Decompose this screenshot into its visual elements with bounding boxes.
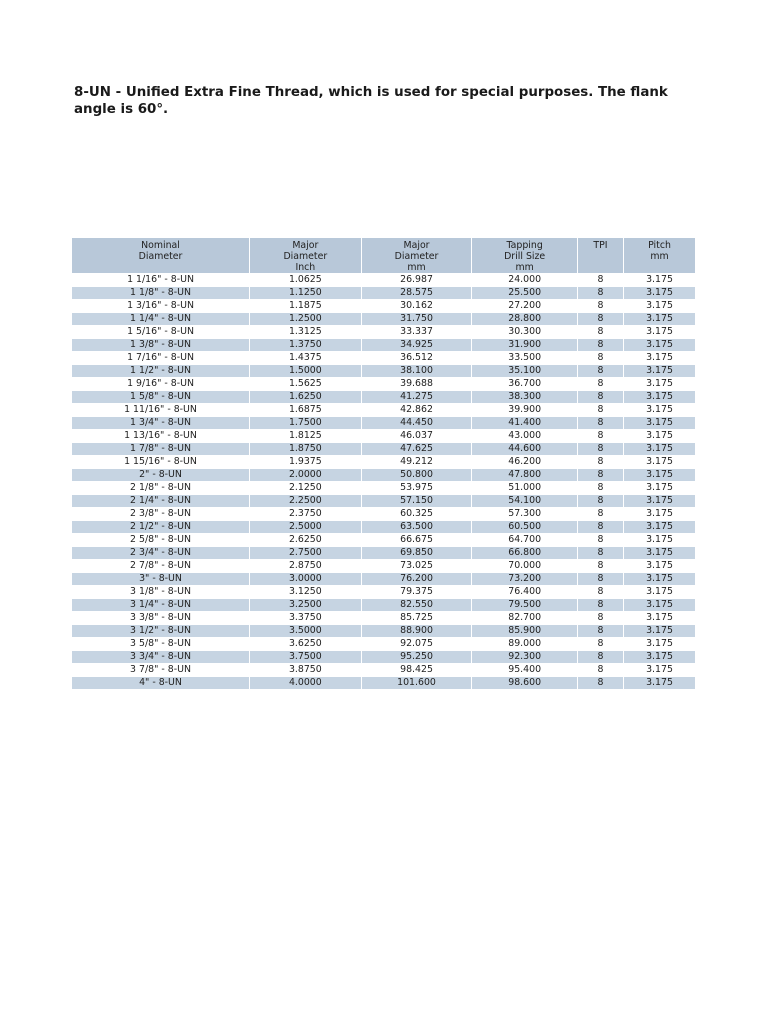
cell-major-diameter-inch: 1.6250 bbox=[250, 391, 362, 403]
cell-tapping-drill-size: 47.800 bbox=[472, 469, 578, 481]
cell-tapping-drill-size: 30.300 bbox=[472, 326, 578, 338]
cell-tapping-drill-size: 31.900 bbox=[472, 339, 578, 351]
cell-major-diameter-inch: 2.2500 bbox=[250, 495, 362, 507]
cell-pitch-mm: 3.175 bbox=[624, 404, 695, 416]
cell-pitch-mm: 3.175 bbox=[624, 456, 695, 468]
cell-major-diameter-inch: 1.3125 bbox=[250, 326, 362, 338]
table-row bbox=[72, 274, 695, 286]
table-row bbox=[72, 456, 695, 468]
cell-nominal-diameter: 2 7/8" - 8-UN bbox=[72, 560, 250, 572]
header-label: Pitch bbox=[648, 240, 671, 251]
cell-nominal-diameter: 3 1/4" - 8-UN bbox=[72, 599, 250, 611]
header-label: Diameter bbox=[283, 251, 328, 262]
cell-tapping-drill-size: 35.100 bbox=[472, 365, 578, 377]
cell-tapping-drill-size: 76.400 bbox=[472, 586, 578, 598]
table-row bbox=[72, 664, 695, 676]
cell-pitch-mm: 3.175 bbox=[624, 586, 695, 598]
cell-major-diameter-inch: 3.5000 bbox=[250, 625, 362, 637]
cell-tpi: 8 bbox=[578, 547, 624, 559]
cell-tpi: 8 bbox=[578, 651, 624, 663]
cell-pitch-mm: 3.175 bbox=[624, 287, 695, 299]
cell-major-diameter-inch: 3.8750 bbox=[250, 664, 362, 676]
cell-major-diameter-mm: 98.425 bbox=[362, 664, 473, 676]
cell-tpi: 8 bbox=[578, 430, 624, 442]
cell-major-diameter-inch: 2.0000 bbox=[250, 469, 362, 481]
cell-nominal-diameter: 1 5/8" - 8-UN bbox=[72, 391, 250, 403]
cell-major-diameter-inch: 3.2500 bbox=[250, 599, 362, 611]
cell-tpi: 8 bbox=[578, 573, 624, 585]
cell-nominal-diameter: 3 7/8" - 8-UN bbox=[72, 664, 250, 676]
cell-major-diameter-mm: 30.162 bbox=[362, 300, 473, 312]
table-row bbox=[72, 521, 695, 533]
cell-nominal-diameter: 3 3/4" - 8-UN bbox=[72, 651, 250, 663]
header-major-diameter-mm bbox=[362, 238, 473, 273]
cell-nominal-diameter: 3" - 8-UN bbox=[72, 573, 250, 585]
cell-tpi: 8 bbox=[578, 339, 624, 351]
header-label: TPI bbox=[593, 240, 608, 251]
cell-major-diameter-inch: 3.6250 bbox=[250, 638, 362, 650]
cell-tapping-drill-size: 51.000 bbox=[472, 482, 578, 494]
cell-tapping-drill-size: 64.700 bbox=[472, 534, 578, 546]
cell-major-diameter-inch: 2.6250 bbox=[250, 534, 362, 546]
cell-tpi: 8 bbox=[578, 326, 624, 338]
cell-tpi: 8 bbox=[578, 586, 624, 598]
cell-tapping-drill-size: 82.700 bbox=[472, 612, 578, 624]
cell-tapping-drill-size: 27.200 bbox=[472, 300, 578, 312]
cell-tpi: 8 bbox=[578, 677, 624, 689]
cell-pitch-mm: 3.175 bbox=[624, 612, 695, 624]
cell-pitch-mm: 3.175 bbox=[624, 651, 695, 663]
cell-major-diameter-inch: 1.5000 bbox=[250, 365, 362, 377]
cell-nominal-diameter: 3 1/2" - 8-UN bbox=[72, 625, 250, 637]
cell-tapping-drill-size: 70.000 bbox=[472, 560, 578, 572]
cell-tpi: 8 bbox=[578, 378, 624, 390]
table-row bbox=[72, 677, 695, 689]
cell-major-diameter-mm: 60.325 bbox=[362, 508, 473, 520]
cell-major-diameter-inch: 4.0000 bbox=[250, 677, 362, 689]
cell-pitch-mm: 3.175 bbox=[624, 443, 695, 455]
cell-pitch-mm: 3.175 bbox=[624, 430, 695, 442]
cell-pitch-mm: 3.175 bbox=[624, 625, 695, 637]
cell-nominal-diameter: 1 11/16" - 8-UN bbox=[72, 404, 250, 416]
cell-tpi: 8 bbox=[578, 287, 624, 299]
header-tapping-drill-size bbox=[472, 238, 578, 273]
cell-major-diameter-inch: 1.1250 bbox=[250, 287, 362, 299]
cell-tpi: 8 bbox=[578, 404, 624, 416]
cell-major-diameter-inch: 2.1250 bbox=[250, 482, 362, 494]
table-row bbox=[72, 625, 695, 637]
cell-pitch-mm: 3.175 bbox=[624, 313, 695, 325]
header-tpi bbox=[578, 238, 624, 273]
table-row bbox=[72, 534, 695, 546]
header-label: Tapping bbox=[506, 240, 543, 251]
cell-major-diameter-inch: 2.7500 bbox=[250, 547, 362, 559]
cell-tapping-drill-size: 39.900 bbox=[472, 404, 578, 416]
cell-nominal-diameter: 1 5/16" - 8-UN bbox=[72, 326, 250, 338]
cell-major-diameter-mm: 101.600 bbox=[362, 677, 473, 689]
cell-major-diameter-mm: 28.575 bbox=[362, 287, 473, 299]
cell-major-diameter-mm: 41.275 bbox=[362, 391, 473, 403]
table-body bbox=[72, 274, 695, 689]
cell-tpi: 8 bbox=[578, 274, 624, 286]
header-label: Inch bbox=[295, 262, 316, 273]
cell-major-diameter-inch: 1.5625 bbox=[250, 378, 362, 390]
cell-major-diameter-mm: 38.100 bbox=[362, 365, 473, 377]
cell-nominal-diameter: 2 1/2" - 8-UN bbox=[72, 521, 250, 533]
cell-pitch-mm: 3.175 bbox=[624, 547, 695, 559]
cell-tapping-drill-size: 25.500 bbox=[472, 287, 578, 299]
table-row bbox=[72, 352, 695, 364]
cell-major-diameter-mm: 63.500 bbox=[362, 521, 473, 533]
cell-major-diameter-mm: 39.688 bbox=[362, 378, 473, 390]
cell-major-diameter-mm: 57.150 bbox=[362, 495, 473, 507]
header-label: Drill Size bbox=[504, 251, 546, 262]
header-label: Diameter bbox=[138, 251, 183, 262]
table-row bbox=[72, 326, 695, 338]
cell-major-diameter-inch: 3.1250 bbox=[250, 586, 362, 598]
table-row bbox=[72, 508, 695, 520]
table-row bbox=[72, 391, 695, 403]
cell-pitch-mm: 3.175 bbox=[624, 560, 695, 572]
cell-pitch-mm: 3.175 bbox=[624, 391, 695, 403]
cell-tapping-drill-size: 46.200 bbox=[472, 456, 578, 468]
header-pitch-mm bbox=[624, 238, 695, 273]
table-row bbox=[72, 404, 695, 416]
cell-tpi: 8 bbox=[578, 456, 624, 468]
table-row bbox=[72, 482, 695, 494]
cell-nominal-diameter: 1 3/16" - 8-UN bbox=[72, 300, 250, 312]
cell-major-diameter-inch: 1.6875 bbox=[250, 404, 362, 416]
cell-pitch-mm: 3.175 bbox=[624, 469, 695, 481]
cell-pitch-mm: 3.175 bbox=[624, 482, 695, 494]
cell-major-diameter-inch: 2.3750 bbox=[250, 508, 362, 520]
thread-size-table bbox=[72, 237, 695, 690]
cell-major-diameter-mm: 73.025 bbox=[362, 560, 473, 572]
cell-tapping-drill-size: 41.400 bbox=[472, 417, 578, 429]
cell-nominal-diameter: 1 9/16" - 8-UN bbox=[72, 378, 250, 390]
table-row bbox=[72, 443, 695, 455]
cell-major-diameter-inch: 1.8750 bbox=[250, 443, 362, 455]
cell-tpi: 8 bbox=[578, 300, 624, 312]
cell-major-diameter-mm: 92.075 bbox=[362, 638, 473, 650]
cell-tpi: 8 bbox=[578, 508, 624, 520]
cell-nominal-diameter: 2 1/4" - 8-UN bbox=[72, 495, 250, 507]
cell-pitch-mm: 3.175 bbox=[624, 365, 695, 377]
cell-major-diameter-inch: 2.8750 bbox=[250, 560, 362, 572]
cell-major-diameter-inch: 1.9375 bbox=[250, 456, 362, 468]
cell-pitch-mm: 3.175 bbox=[624, 495, 695, 507]
cell-tpi: 8 bbox=[578, 560, 624, 572]
cell-pitch-mm: 3.175 bbox=[624, 417, 695, 429]
cell-pitch-mm: 3.175 bbox=[624, 573, 695, 585]
cell-nominal-diameter: 1 1/16" - 8-UN bbox=[72, 274, 250, 286]
cell-major-diameter-mm: 34.925 bbox=[362, 339, 473, 351]
cell-major-diameter-mm: 82.550 bbox=[362, 599, 473, 611]
cell-tapping-drill-size: 38.300 bbox=[472, 391, 578, 403]
cell-pitch-mm: 3.175 bbox=[624, 664, 695, 676]
cell-major-diameter-mm: 44.450 bbox=[362, 417, 473, 429]
cell-major-diameter-mm: 95.250 bbox=[362, 651, 473, 663]
table-row bbox=[72, 547, 695, 559]
cell-tpi: 8 bbox=[578, 625, 624, 637]
header-label: mm bbox=[407, 262, 426, 273]
cell-tapping-drill-size: 28.800 bbox=[472, 313, 578, 325]
cell-tapping-drill-size: 57.300 bbox=[472, 508, 578, 520]
cell-major-diameter-mm: 42.862 bbox=[362, 404, 473, 416]
header-row bbox=[72, 238, 695, 273]
cell-tapping-drill-size: 60.500 bbox=[472, 521, 578, 533]
cell-tpi: 8 bbox=[578, 365, 624, 377]
page-title: 8-UN - Unified Extra Fine Thread, which is used for special purposes. The flank angle is 60°. bbox=[74, 85, 668, 117]
cell-nominal-diameter: 2 1/8" - 8-UN bbox=[72, 482, 250, 494]
cell-tpi: 8 bbox=[578, 352, 624, 364]
cell-nominal-diameter: 1 7/16" - 8-UN bbox=[72, 352, 250, 364]
cell-nominal-diameter: 1 7/8" - 8-UN bbox=[72, 443, 250, 455]
cell-major-diameter-mm: 47.625 bbox=[362, 443, 473, 455]
cell-tapping-drill-size: 54.100 bbox=[472, 495, 578, 507]
cell-major-diameter-inch: 1.1875 bbox=[250, 300, 362, 312]
cell-major-diameter-inch: 3.0000 bbox=[250, 573, 362, 585]
cell-major-diameter-inch: 1.3750 bbox=[250, 339, 362, 351]
table-row bbox=[72, 365, 695, 377]
cell-tapping-drill-size: 95.400 bbox=[472, 664, 578, 676]
cell-tapping-drill-size: 73.200 bbox=[472, 573, 578, 585]
cell-major-diameter-inch: 1.7500 bbox=[250, 417, 362, 429]
cell-major-diameter-inch: 1.4375 bbox=[250, 352, 362, 364]
header-label: mm bbox=[515, 262, 534, 273]
cell-major-diameter-mm: 31.750 bbox=[362, 313, 473, 325]
cell-tapping-drill-size: 33.500 bbox=[472, 352, 578, 364]
cell-major-diameter-mm: 50.800 bbox=[362, 469, 473, 481]
table-row bbox=[72, 586, 695, 598]
cell-nominal-diameter: 1 3/8" - 8-UN bbox=[72, 339, 250, 351]
table-row bbox=[72, 651, 695, 663]
cell-pitch-mm: 3.175 bbox=[624, 352, 695, 364]
cell-tpi: 8 bbox=[578, 612, 624, 624]
table-row bbox=[72, 612, 695, 624]
cell-tapping-drill-size: 89.000 bbox=[472, 638, 578, 650]
cell-major-diameter-mm: 33.337 bbox=[362, 326, 473, 338]
cell-tpi: 8 bbox=[578, 391, 624, 403]
cell-tapping-drill-size: 44.600 bbox=[472, 443, 578, 455]
table-row bbox=[72, 378, 695, 390]
cell-major-diameter-inch: 3.7500 bbox=[250, 651, 362, 663]
cell-major-diameter-mm: 76.200 bbox=[362, 573, 473, 585]
cell-tpi: 8 bbox=[578, 495, 624, 507]
cell-tpi: 8 bbox=[578, 638, 624, 650]
table-row bbox=[72, 339, 695, 351]
cell-nominal-diameter: 1 1/4" - 8-UN bbox=[72, 313, 250, 325]
table-row bbox=[72, 599, 695, 611]
cell-major-diameter-inch: 1.8125 bbox=[250, 430, 362, 442]
cell-nominal-diameter: 1 3/4" - 8-UN bbox=[72, 417, 250, 429]
cell-pitch-mm: 3.175 bbox=[624, 638, 695, 650]
cell-tpi: 8 bbox=[578, 482, 624, 494]
header-label: Diameter bbox=[394, 251, 439, 262]
cell-tapping-drill-size: 79.500 bbox=[472, 599, 578, 611]
cell-nominal-diameter: 3 1/8" - 8-UN bbox=[72, 586, 250, 598]
cell-pitch-mm: 3.175 bbox=[624, 378, 695, 390]
table-header bbox=[72, 238, 695, 273]
cell-nominal-diameter: 2 5/8" - 8-UN bbox=[72, 534, 250, 546]
cell-nominal-diameter: 4" - 8-UN bbox=[72, 677, 250, 689]
cell-major-diameter-mm: 79.375 bbox=[362, 586, 473, 598]
cell-tpi: 8 bbox=[578, 469, 624, 481]
cell-nominal-diameter: 1 1/2" - 8-UN bbox=[72, 365, 250, 377]
cell-major-diameter-mm: 46.037 bbox=[362, 430, 473, 442]
cell-tpi: 8 bbox=[578, 521, 624, 533]
header-label: Major bbox=[292, 240, 319, 251]
cell-pitch-mm: 3.175 bbox=[624, 677, 695, 689]
table-row bbox=[72, 313, 695, 325]
cell-tapping-drill-size: 24.000 bbox=[472, 274, 578, 286]
cell-major-diameter-mm: 49.212 bbox=[362, 456, 473, 468]
cell-tpi: 8 bbox=[578, 443, 624, 455]
table-row bbox=[72, 417, 695, 429]
header-major-diameter-inch bbox=[250, 238, 362, 273]
cell-nominal-diameter: 1 15/16" - 8-UN bbox=[72, 456, 250, 468]
cell-tpi: 8 bbox=[578, 664, 624, 676]
cell-pitch-mm: 3.175 bbox=[624, 521, 695, 533]
cell-tpi: 8 bbox=[578, 417, 624, 429]
cell-major-diameter-inch: 3.3750 bbox=[250, 612, 362, 624]
cell-pitch-mm: 3.175 bbox=[624, 534, 695, 546]
table-row bbox=[72, 638, 695, 650]
cell-tapping-drill-size: 92.300 bbox=[472, 651, 578, 663]
cell-major-diameter-mm: 85.725 bbox=[362, 612, 473, 624]
cell-nominal-diameter: 2" - 8-UN bbox=[72, 469, 250, 481]
cell-pitch-mm: 3.175 bbox=[624, 300, 695, 312]
cell-tpi: 8 bbox=[578, 313, 624, 325]
cell-major-diameter-inch: 2.5000 bbox=[250, 521, 362, 533]
header-label: Nominal bbox=[141, 240, 180, 251]
header-label: Major bbox=[403, 240, 430, 251]
cell-tapping-drill-size: 43.000 bbox=[472, 430, 578, 442]
cell-nominal-diameter: 1 1/8" - 8-UN bbox=[72, 287, 250, 299]
cell-tapping-drill-size: 66.800 bbox=[472, 547, 578, 559]
table-row bbox=[72, 300, 695, 312]
cell-pitch-mm: 3.175 bbox=[624, 339, 695, 351]
cell-pitch-mm: 3.175 bbox=[624, 326, 695, 338]
cell-nominal-diameter: 2 3/4" - 8-UN bbox=[72, 547, 250, 559]
header-label: mm bbox=[650, 251, 669, 262]
table-row bbox=[72, 495, 695, 507]
cell-major-diameter-mm: 36.512 bbox=[362, 352, 473, 364]
cell-nominal-diameter: 3 5/8" - 8-UN bbox=[72, 638, 250, 650]
cell-nominal-diameter: 1 13/16" - 8-UN bbox=[72, 430, 250, 442]
cell-pitch-mm: 3.175 bbox=[624, 599, 695, 611]
cell-major-diameter-mm: 88.900 bbox=[362, 625, 473, 637]
cell-tapping-drill-size: 85.900 bbox=[472, 625, 578, 637]
header-nominal-diameter bbox=[72, 238, 250, 273]
cell-nominal-diameter: 2 3/8" - 8-UN bbox=[72, 508, 250, 520]
cell-tapping-drill-size: 98.600 bbox=[472, 677, 578, 689]
cell-major-diameter-mm: 53.975 bbox=[362, 482, 473, 494]
cell-major-diameter-mm: 69.850 bbox=[362, 547, 473, 559]
cell-pitch-mm: 3.175 bbox=[624, 508, 695, 520]
cell-tapping-drill-size: 36.700 bbox=[472, 378, 578, 390]
cell-major-diameter-inch: 1.0625 bbox=[250, 274, 362, 286]
table-row bbox=[72, 560, 695, 572]
cell-tpi: 8 bbox=[578, 599, 624, 611]
table-row bbox=[72, 469, 695, 481]
cell-nominal-diameter: 3 3/8" - 8-UN bbox=[72, 612, 250, 624]
table-row bbox=[72, 430, 695, 442]
cell-major-diameter-inch: 1.2500 bbox=[250, 313, 362, 325]
table-row bbox=[72, 287, 695, 299]
cell-tpi: 8 bbox=[578, 534, 624, 546]
cell-major-diameter-mm: 66.675 bbox=[362, 534, 473, 546]
table-row bbox=[72, 573, 695, 585]
cell-major-diameter-mm: 26.987 bbox=[362, 274, 473, 286]
cell-pitch-mm: 3.175 bbox=[624, 274, 695, 286]
